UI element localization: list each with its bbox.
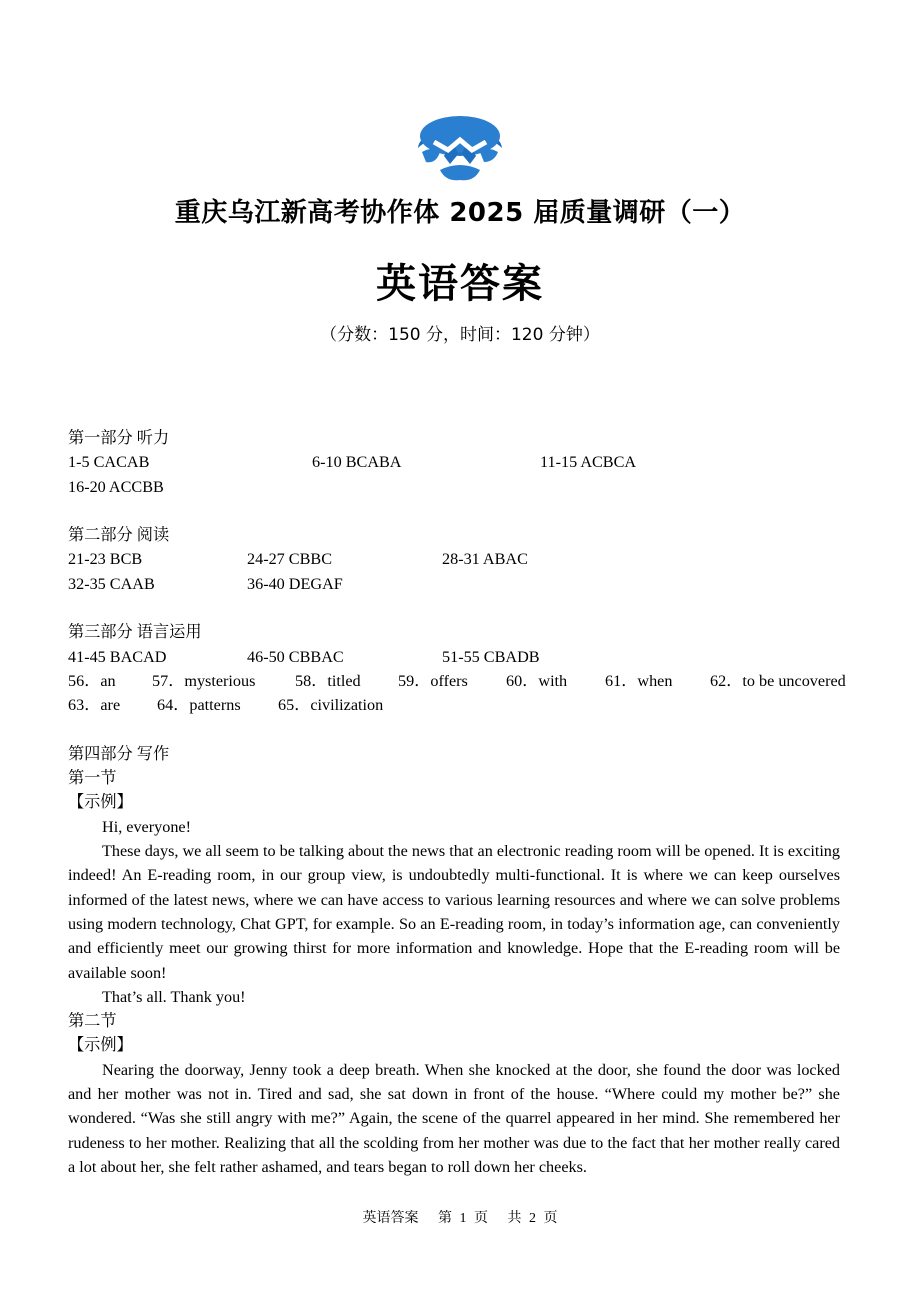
answer-group: 51-55 CBADB <box>442 647 540 666</box>
answer-group: 32-35 CAAB <box>68 574 155 593</box>
answer-group: 21-23 BCB <box>68 550 143 569</box>
document-subtitle: 英语答案 <box>376 261 544 307</box>
fill-answer: 56．an <box>68 671 116 690</box>
part3-heading: 第三部分 语言运用 <box>68 623 202 642</box>
part2-row <box>68 572 840 596</box>
logo-icon <box>414 112 506 184</box>
document-title: 重庆乌江新高考协作体 2025 届质量调研（一） <box>174 198 746 228</box>
footer-doc-name: 英语答案 <box>362 1211 419 1226</box>
answer-group: 28-31 ABAC <box>442 550 528 569</box>
section1-closing: That’s all. Thank you! <box>102 987 246 1006</box>
answer-content <box>68 426 846 1179</box>
fill-answer: 59．offers <box>398 671 468 690</box>
footer-page-number: 第 1 页 <box>438 1211 488 1226</box>
answer-group: 11-15 ACBCA <box>540 453 637 472</box>
part3-row <box>68 645 840 669</box>
answer-group: 41-45 BACAD <box>68 647 167 666</box>
answer-group: 24-27 CBBC <box>247 550 333 569</box>
section1-label: 第一节 <box>68 769 117 788</box>
section2-example-label: 【示例】 <box>68 1036 133 1055</box>
section1-body: These days, we all seem to be talking about the news that an electronic reading room will be opened. It is exciting indeed! An E-reading room, in our group view, is undoubtedly multi-functional. It is where we can keep ourselves informed of the latest news, where we can have access to various learning resources and where we can solve problems using modern technology, Chat GPT, for example. So an E-reading room, in today’s information age, can conveniently and efficiently meet our growing thirst for more information and knowledge. Hope that the E-reading room will be available soon! <box>68 842 840 982</box>
part3-fill-row <box>68 669 846 693</box>
fill-answer: 65．civilization <box>278 696 384 715</box>
exam-meta: （分数：150 分，时间：120 分钟） <box>320 325 600 345</box>
page-footer <box>0 1207 920 1227</box>
part1-row <box>68 475 840 499</box>
answer-group: 46-50 CBBAC <box>247 647 344 666</box>
section1-example-label: 【示例】 <box>68 793 133 812</box>
section2-label: 第二节 <box>68 1012 117 1031</box>
fill-answer: 61．when <box>605 671 673 690</box>
part2-heading: 第二部分 阅读 <box>68 526 170 545</box>
fill-answer: 58．titled <box>295 671 361 690</box>
footer-total-pages: 共 2 页 <box>507 1211 558 1226</box>
part1-heading: 第一部分 听力 <box>68 429 170 447</box>
fill-answer: 57．mysterious <box>152 671 256 690</box>
answer-group: 6-10 BCABA <box>312 453 402 472</box>
part2-row <box>68 547 840 571</box>
answer-group: 16-20 ACCBB <box>68 477 164 496</box>
section1-greeting: Hi, everyone! <box>102 817 191 836</box>
part3-fill-row <box>68 693 840 717</box>
fill-answer: 60．with <box>506 671 568 690</box>
fill-answer: 62．to be uncovered <box>710 671 846 690</box>
answer-group: 36-40 DEGAF <box>247 574 343 593</box>
section2-body: Nearing the doorway, Jenny took a deep breath. When she knocked at the door, she found the door was locked and her mother was not in. Tired and sad, she sat down in front of the house. “Where could my mother be?” she wondered. “Was she still angry with me?” Again, the scene of the quarrel appeared in her mind. She remembered her rudeness to her mother. Realizing that all the scolding from her mother was due to the fact that her mother really cared a lot about her, she felt rather ashamed, and tears began to roll down her cheeks. <box>68 1060 840 1176</box>
answer-group: 1-5 CACAB <box>68 453 150 472</box>
fill-answer: 63．are <box>68 696 121 715</box>
fill-answer: 64．patterns <box>157 696 241 715</box>
part4-heading: 第四部分 写作 <box>68 744 170 763</box>
part1-row <box>68 450 840 474</box>
